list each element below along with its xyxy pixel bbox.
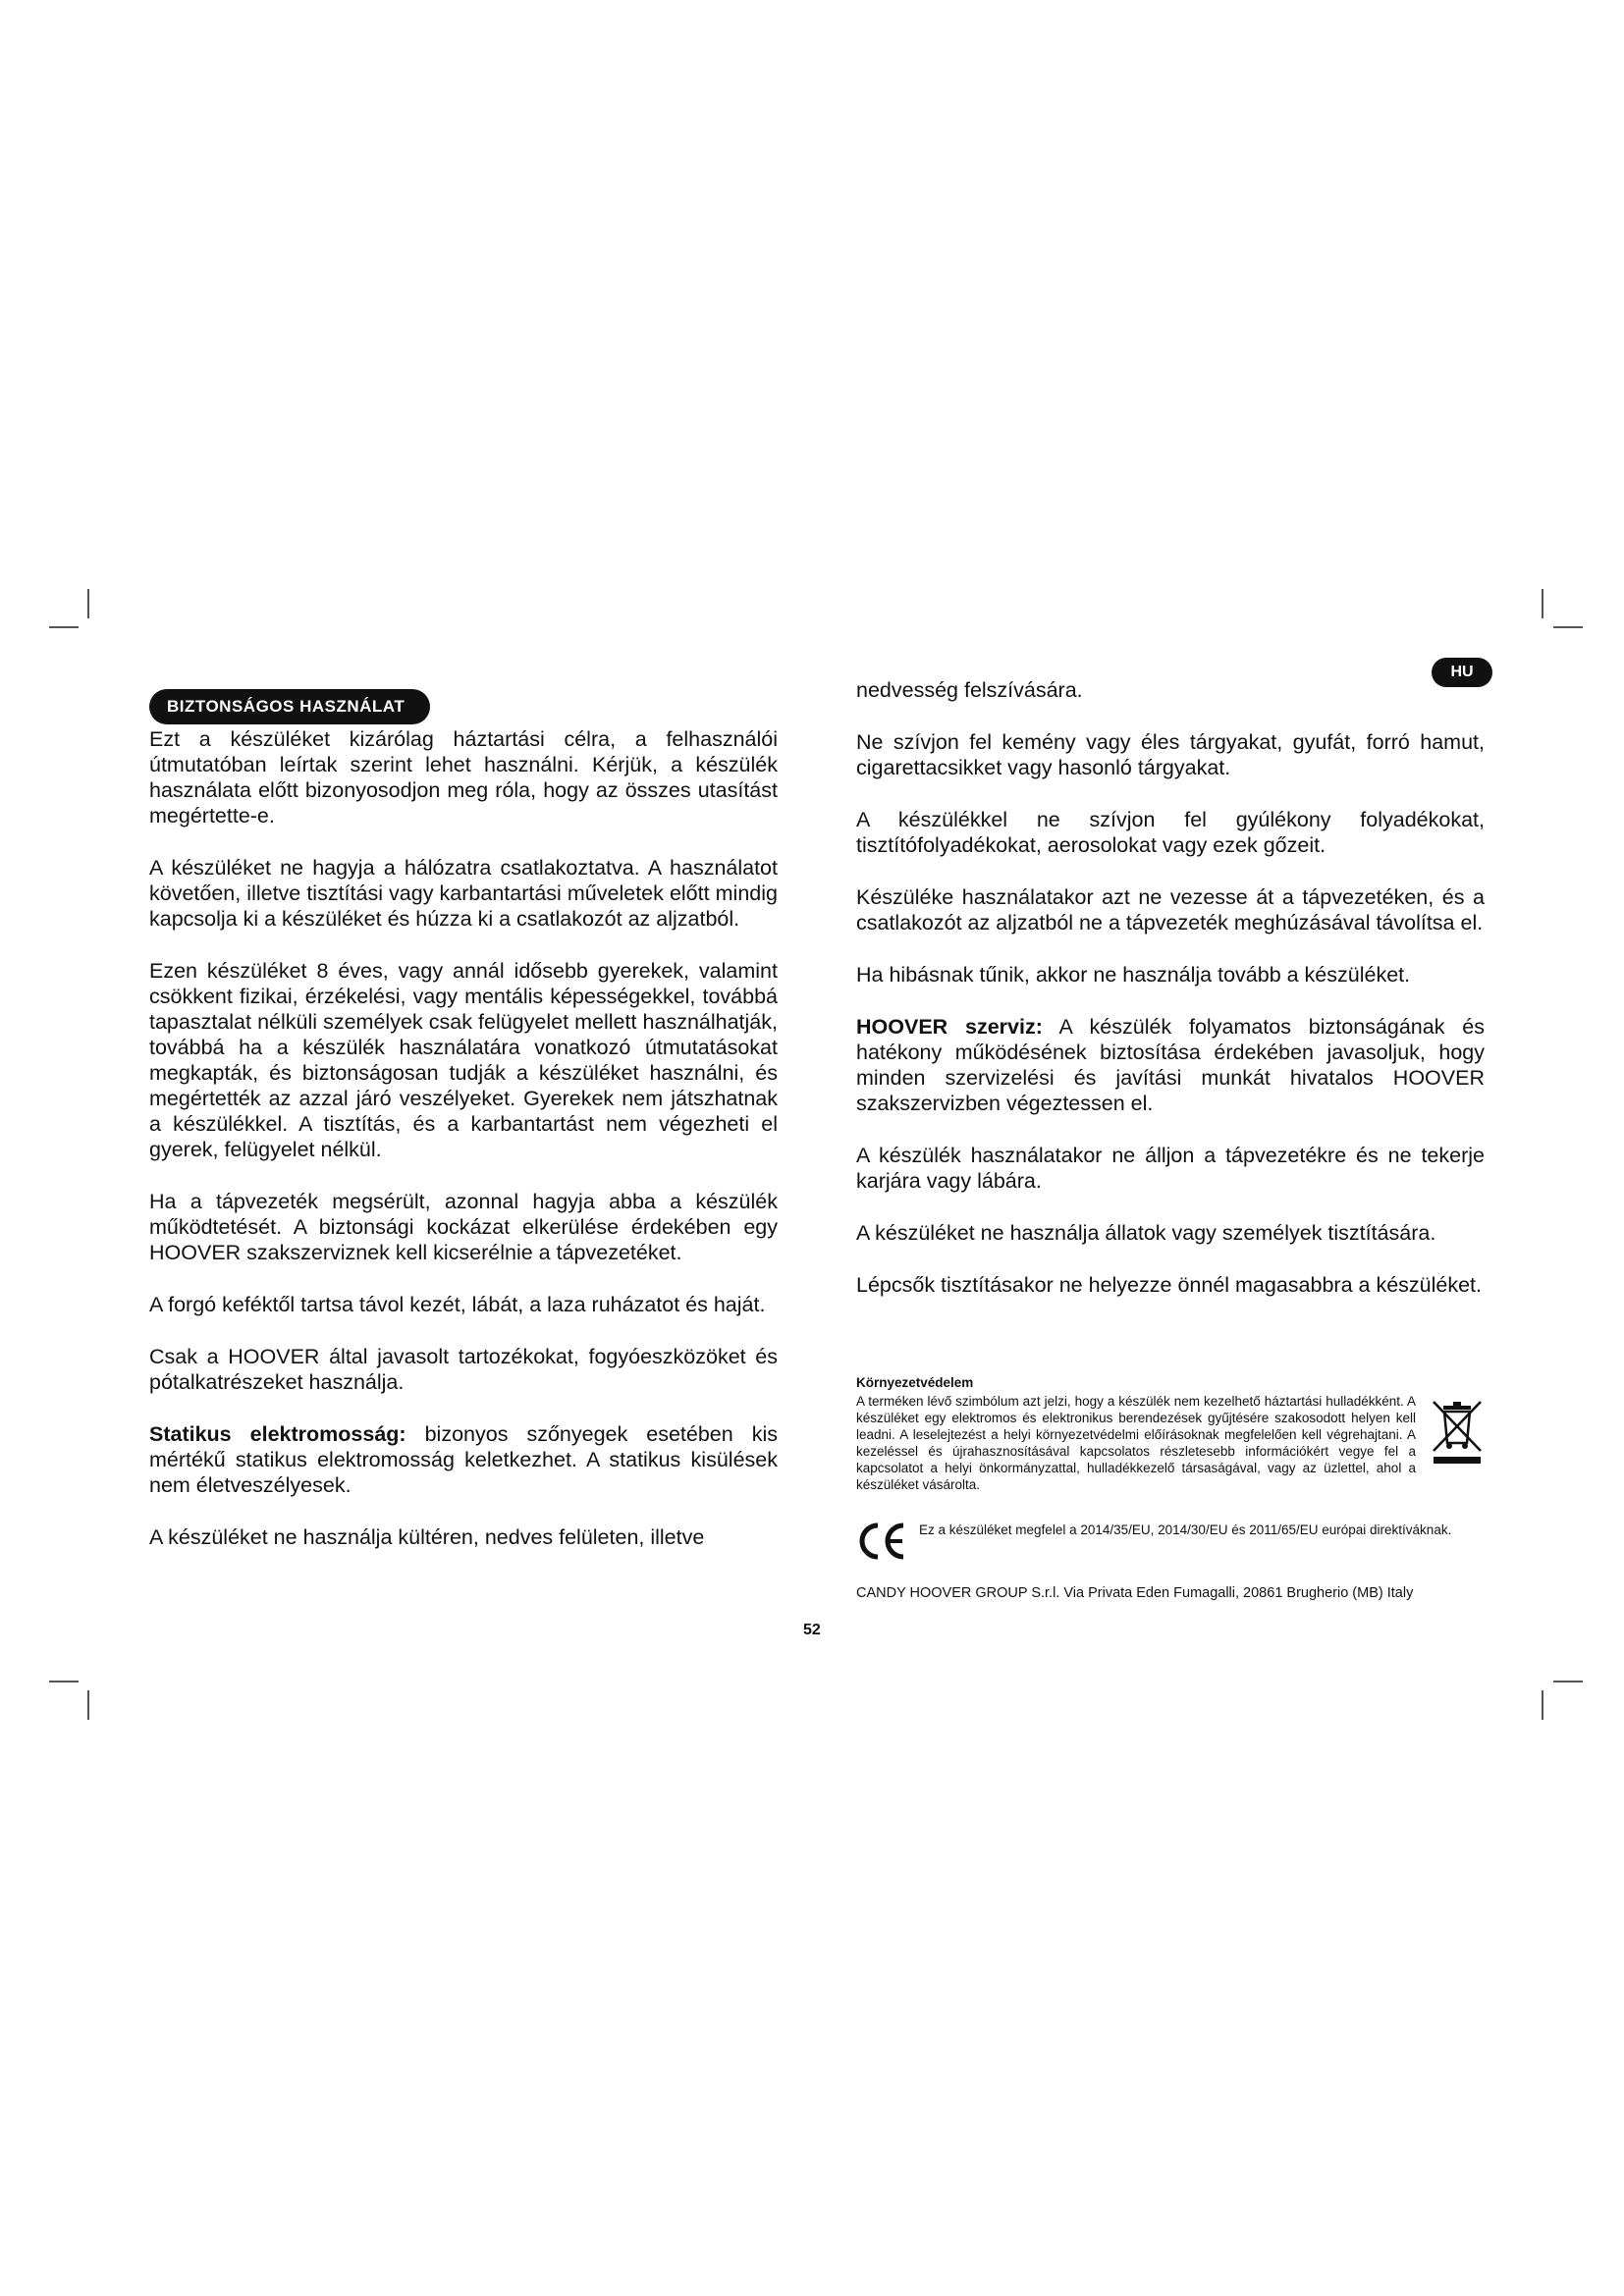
paragraph-animals: A készüléket ne használja állatok vagy személyek tisztítására. — [856, 1221, 1436, 1245]
static-text: bizonyos szőnyegek esetében kis mértékű statikus elektromosság keletkezhet. A statikus kisülések nem életveszélyesek. — [149, 1422, 779, 1497]
paragraph-faulty: Ha hibásnak tűnik, akkor ne használja tovább a készüléket. — [856, 963, 1411, 987]
environment-text: A terméken lévő szimbólum azt jelzi, hogy a készülék nem kezelhető háztartási hulladékként. A készüléket egy elektromos és elektronikus berendezések gyűjtésére szakosodott helyen kell leadni. A leselejtezést a helyi környezetvédelmi előírásoknak megfelelően kell végrehajtani. A kezeléssel és újrahasznosításával kapcsolatos részletesebb információkért vegye fel a kapcsolatot a helyi önkormányzattal, hulladékkezelő társaságával, vagy az üzlettel, ahol a készüléket vásárolta. — [856, 1394, 1416, 1492]
service-text: A készülék folyamatos biztonságának és hatékony működésének biztosítása érdekében javasoljuk, hogy minden szervizelési és javítási munkát hivatalos HOOVER szakszervizben végeztessen el. — [856, 1015, 1485, 1115]
paragraph-brushes: A forgó keféktől tartsa távol kezét, lábát, a laza ruházatot és haját. — [149, 1293, 766, 1316]
left-column — [149, 726, 778, 1576]
crop-mark-bottom-right-h — [1553, 1681, 1583, 1682]
paragraph-flammable: A készülékkel ne szívjon fel gyúlékony folyadékokat, tisztítófolyadékokat, aerosolokat vagy ezek gőzeit. — [856, 808, 1485, 857]
paragraph-service — [856, 1014, 1485, 1116]
paragraph-static — [149, 1421, 778, 1498]
ce-text: Ez a készüléket megfelel a 2014/35/EU, 2014/30/EU és 2011/65/EU európai direktíváknak. — [919, 1522, 1452, 1537]
paragraph-intended-use: Ezt a készüléket kizárólag háztartási célra, a felhasználói útmutatóban leírtak szerint lehet használni. Kérjük, a készülék használata előtt bizonyosodjon meg róla, hogy az összes utasítást megértette-e. — [149, 727, 778, 828]
paragraph-power-cord: Ha a tápvezeték megsérült, azonnal hagyja abba a készülék működtetését. A biztonsági kockázat elkerülése érdekében egy HOOVER szakszerviznek kell kicserélnie a tápvezetéket. — [149, 1190, 778, 1264]
crop-mark-bottom-left-h — [49, 1681, 79, 1682]
environment-heading: Környezetvédelem — [856, 1375, 974, 1390]
paragraph-cord-handling: Készüléke használatakor azt ne vezesse át a tápvezetéken, és a csatlakozót az aljzatból ne a tápvezeték meghúzásával távolítsa el. — [856, 885, 1485, 934]
paragraph-accessories: Csak a HOOVER által javasolt tartozékokat, fogyóeszközöket és pótalkatrészeket használja. — [149, 1345, 778, 1394]
paragraph-standing: A készülék használatakor ne álljon a tápvezetékre és ne tekerje karjára vagy lábára. — [856, 1144, 1485, 1193]
crop-mark-top-left-v — [87, 589, 89, 618]
section-title: BIZTONSÁGOS HASZNÁLAT — [149, 689, 430, 724]
ce-section — [856, 1522, 1485, 1538]
paragraph-unplug: A készüléket ne hagyja a hálózatra csatlakoztatva. A használatot követően, illetve tisztítási vagy karbantartási műveletek előtt mindig kapcsolja ki a készüléket és húzza ki a csatlakozót az aljzatból. — [149, 856, 778, 931]
weee-crossed-bin-icon — [1430, 1396, 1485, 1465]
paragraph-moisture: nedvesség felszívására. — [856, 678, 1083, 702]
page-number: 52 — [803, 1622, 821, 1638]
language-badge: HU — [1432, 658, 1492, 687]
crop-mark-top-left-h — [49, 626, 79, 628]
right-column — [856, 677, 1485, 1324]
ce-mark-icon — [856, 1522, 907, 1561]
crop-mark-bottom-right-v — [1542, 1690, 1543, 1720]
paragraph-outdoor: A készüléket ne használja kültéren, nedves felületen, illetve — [149, 1525, 705, 1549]
crop-mark-bottom-left-v — [87, 1690, 89, 1720]
service-heading: HOOVER szerviz: — [856, 1015, 1043, 1039]
paragraph-children: Ezen készüléket 8 éves, vagy annál idősebb gyerekek, valamint csökkent fizikai, érzékelési, vagy mentális képességekkel, továbbá tapasztalat nélküli személyek csak felügyelet mellett használhatják, továbbá ha a készülék használatára vonatkozó útmutatásokat megkapták, és biztonságosan tudják a készüléket használni, és megértették az azzal járó veszélyeket. Gyerekek nem játszhatnak a készülékkel. A tisztítás, és a karbantartást nem végezheti el gyerek, felügyelet nélkül. — [149, 959, 778, 1161]
crop-mark-top-right-h — [1553, 626, 1583, 628]
paragraph-sharp-objects: Ne szívjon fel kemény vagy éles tárgyakat, gyufát, forró hamut, cigarettacsikket vagy hasonló tárgyakat. — [856, 730, 1485, 779]
paragraph-stairs: Lépcsők tisztításakor ne helyezze önnél magasabbra a készüléket. — [856, 1273, 1483, 1297]
company-address: CANDY HOOVER GROUP S.r.l. Via Privata Eden Fumagalli, 20861 Brugherio (MB) Italy — [856, 1585, 1414, 1601]
crop-mark-top-right-v — [1542, 589, 1543, 618]
environment-section — [856, 1374, 1485, 1493]
static-heading: Statikus elektromosság: — [149, 1422, 406, 1446]
